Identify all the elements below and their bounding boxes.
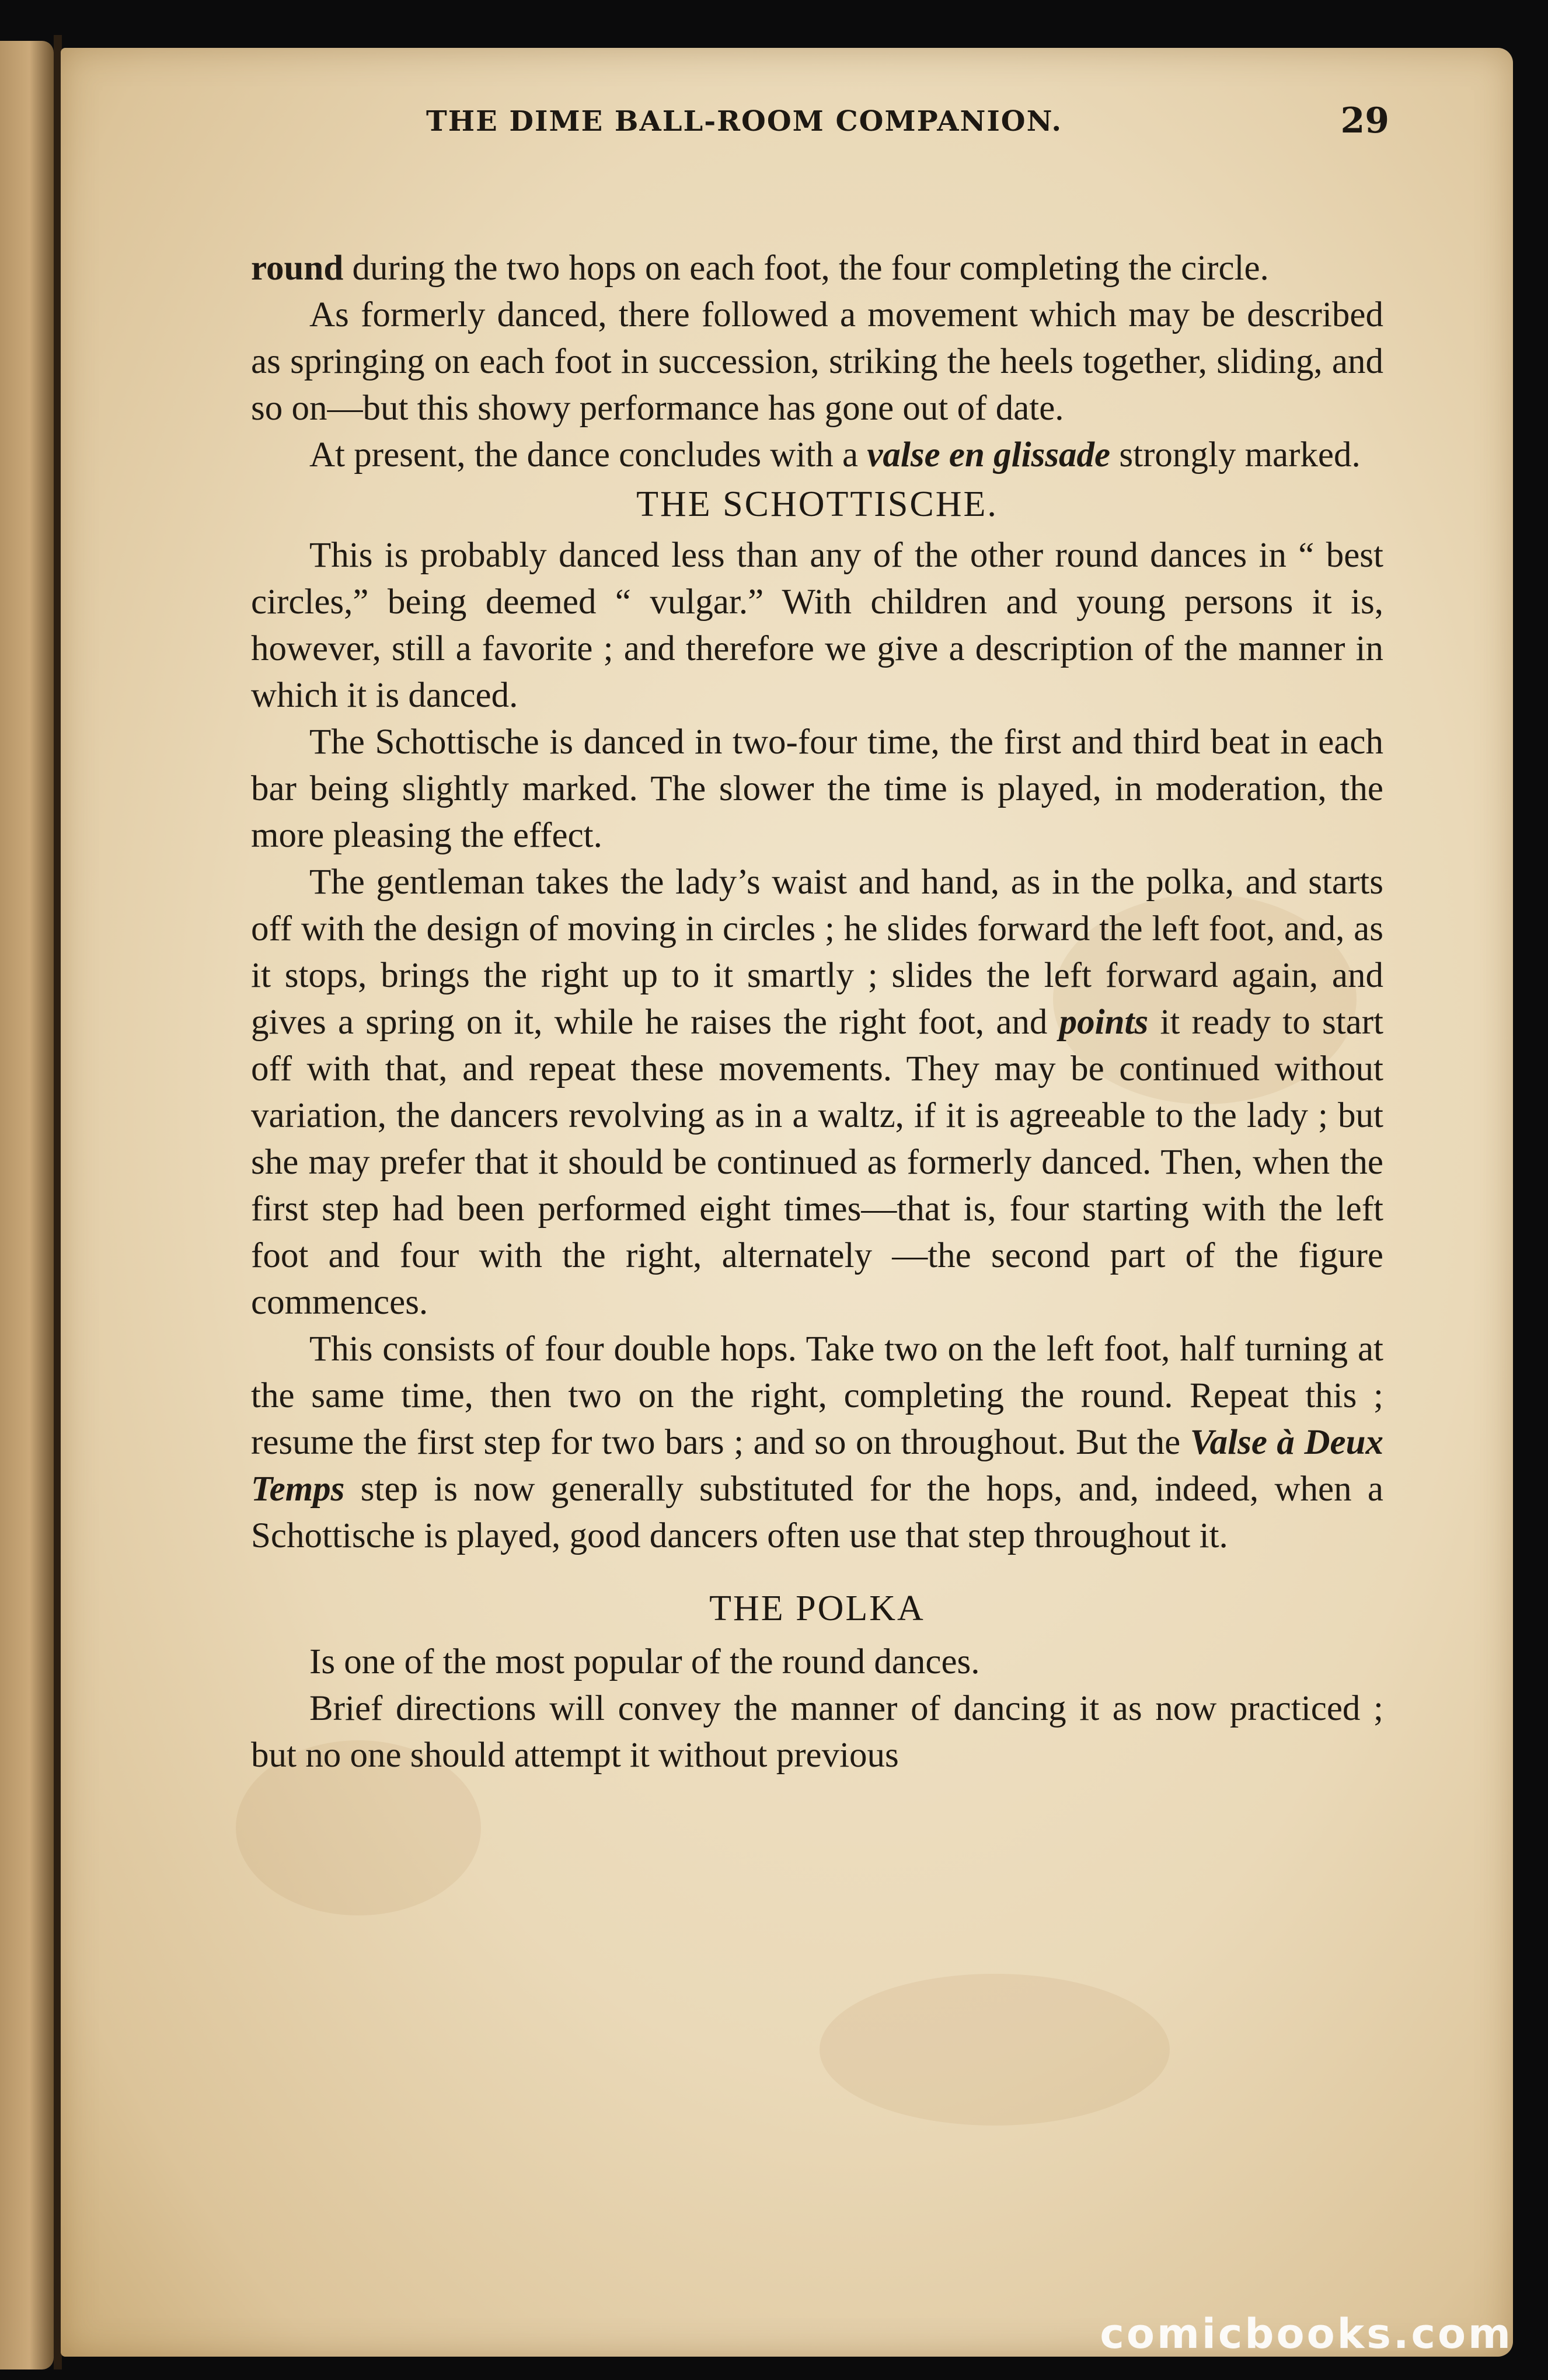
paragraph-text: during the two hops on each foot, the four completing the circle. (343, 249, 1269, 288)
paragraph-schottische-intro: This is probably danced less than any of the other round dances in “ best circles,” being deemed “ vulgar.” With children and young persons it is, however, still a favorite ; and therefore we give a description of the manner in which it is danced. (251, 536, 1383, 715)
paragraph-text: strongly marked. (1110, 435, 1361, 474)
italic-term: valse en glissade (867, 435, 1111, 474)
running-head (198, 100, 1389, 158)
running-title: THE DIME BALL-ROOM COMPANION. (426, 105, 1063, 138)
paragraph-schottische-time: The Schottische is danced in two-four time, the first and third beat in each bar being slightly marked. The slower the time is played, in moderation, the more pleasing the effect. (251, 723, 1383, 855)
paragraph-polka-intro: Is one of the most popular of the round dances. (309, 1642, 980, 1681)
italic-term: Valse à Deux Temps (251, 1423, 1383, 1509)
paragraph-text: it ready to start off with that, and repeat these movements. They may be continued without variation, the dancers revolving as in a waltz, if it is agreeable to the lady ; but she may prefer that it should be continued as formerly danced. Then, when the first step had been performed eight times—that is, four starting with the left foot and four with the right, alternately —the second part of the figure commences. (251, 1003, 1383, 1322)
paragraph-text: The gentleman takes the lady’s waist and hand, as in the polka, and starts off with the design of moving in circles ; he slides forward the left foot, and, as it stops, brings the right up to it smartly ; slides the left forward again, and gives a spring on it, while he raises the right foot, and (251, 863, 1383, 1042)
page-number: 29 (1340, 100, 1389, 141)
page-body-text (251, 245, 1383, 1779)
paragraph-present-ending (251, 432, 1383, 479)
paragraph-polka-directions: Brief directions will convey the manner of dancing it as now practiced ; but no one should attempt it without previous (251, 1689, 1383, 1775)
paragraph-double-hops (251, 1326, 1383, 1559)
italic-term: points (1059, 1003, 1149, 1042)
paragraph-former-movement: As formerly danced, there followed a movement which may be described as springing on each foot in succession, striking the heels together, sliding, and so on—but this showy performance has gone out of date. (251, 295, 1383, 428)
paragraph-text: step is now generally substituted for the hops, and, indeed, when a Schottische is played, good dancers often use that step throughout it. (251, 1470, 1383, 1555)
paragraph-text: At present, the dance concludes with a (309, 435, 867, 474)
section-heading-schottische: THE SCHOTTISCHE. (636, 484, 998, 524)
paragraph-continuation (251, 245, 1383, 292)
paper-stain (820, 1974, 1170, 2126)
section-heading-polka: THE POLKA (709, 1589, 925, 1628)
paragraph-lead-word: round (251, 249, 344, 288)
paragraph-text: This consists of four double hops. Take two on the left foot, half turning at the same time, then two on the right, completing the round. Repeat this ; resume the first step for two bars ; and so on throughout. But the (251, 1329, 1383, 1462)
site-watermark: comicbooks.com (1100, 2310, 1513, 2358)
previous-page-edge (0, 41, 54, 2369)
paragraph-gentleman-steps (251, 859, 1383, 1326)
